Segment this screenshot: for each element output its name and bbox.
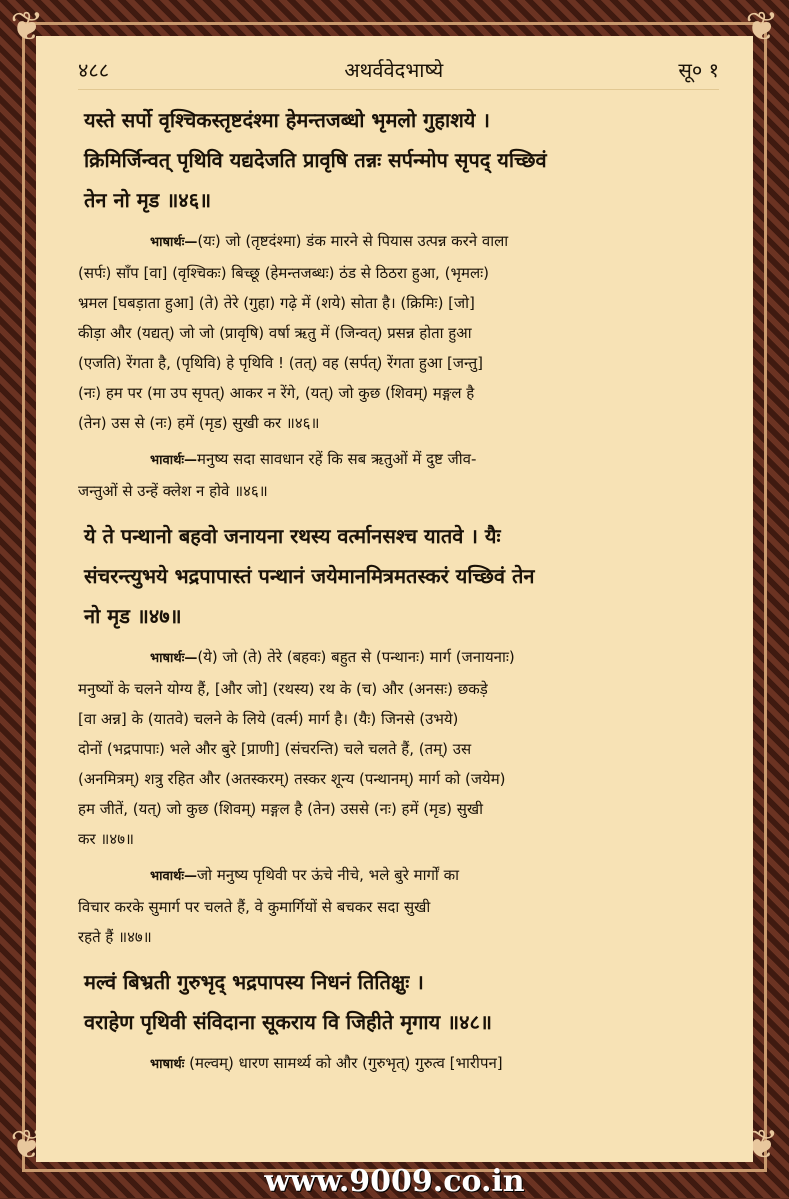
verse-line: यस्ते सर्पो वृश्चिकस्तृष्टदंश्मा हेमन्तजब्धो भृमलो गुहाशये । [84, 100, 719, 140]
bhasharth-48 [78, 1048, 719, 1080]
para-line: जन्तुओं से उन्हें क्लेश न होवे ॥४६॥ [78, 476, 719, 506]
para-line: रहते हैं ॥४७॥ [78, 922, 719, 952]
bhavarth-label: भावार्थः— [78, 869, 197, 884]
para-line: (सर्पः) साँप [वा] (वृश्चिकः) बिच्छू (हेमन्तजब्धः) ठंड से ठिठरा हुआ, (भृमलः) [78, 258, 719, 288]
para-line: कीड़ा और (यद्यत्) जो जो (प्रावृषि) वर्षा ऋतु में (जिन्वत्) प्रसन्न होता हुआ [78, 318, 719, 348]
bhavarth-46 [78, 444, 719, 506]
verse-line: तेन नो मृड ॥४६॥ [84, 180, 719, 220]
para-line: जो मनुष्य पृथिवी पर ऊंचे नीचे, भले बुरे मार्गों का [197, 866, 459, 884]
bhasharth-47 [78, 642, 719, 854]
para-line: भ्रमल [घबड़ाता हुआ] (ते) तेरे (गुहा) गढ़े में (शये) सोता है। (क्रिमिः) [जो] [78, 288, 719, 318]
para-line: (ये) जो (ते) तेरे (बहवः) बहुत से (पन्थानः) मार्ग (जनायनाः) [197, 648, 514, 666]
page-header [78, 56, 719, 90]
para-line: मनुष्य सदा सावधान रहें कि सब ऋतुओं में दुष्ट जीव- [197, 450, 476, 468]
para-line: विचार करके सुमार्ग पर चलते हैं, वे कुमार्गियों से बचकर सदा सुखी [78, 892, 719, 922]
bhasharth-46 [78, 226, 719, 438]
page-number: ४८८ [78, 56, 109, 83]
book-title: अथर्ववेदभाष्ये [109, 56, 678, 83]
verse-line: क्रिमिर्जिन्वत् पृथिवि यद्यदेजति प्रावृषि तन्नः सर्पन्मोप सृपद् यच्छिवं [84, 140, 719, 180]
para-line: कर ॥४७॥ [78, 824, 719, 854]
corner-ornament-icon: ❦ [4, 4, 50, 50]
para-line: (एजति) रेंगता है, (पृथिवि) हे पृथिवि ! (तत्) वह (सर्पत्) रेंगता हुआ [जन्तु] [78, 348, 719, 378]
verse-47 [84, 516, 719, 636]
bhavarth-47 [78, 860, 719, 952]
bhavarth-label: भावार्थः— [78, 453, 197, 468]
corner-ornament-icon: ❦ [4, 1122, 50, 1168]
website-url: www.9009.co.in [0, 1166, 789, 1198]
para-line: [वा अन्न] के (यातवे) चलने के लिये (वर्त्म) मार्ग है। (यैः) जिनसे (उभये) [78, 704, 719, 734]
para-line: हम जीतें, (यत्) जो कुछ (शिवम्) मङ्गल है (तेन) उससे (नः) हमें (मृड) सुखी [78, 794, 719, 824]
para-line: दोनों (भद्रपापाः) भले और बुरे [प्राणी] (संचरन्ति) चले चलते हैं, (तम्) उस [78, 734, 719, 764]
verse-line: मल्वं बिभ्रती गुरुभृद् भद्रपापस्य निधनं तितिक्षुः । [84, 962, 719, 1002]
scripture-page [36, 36, 753, 1162]
bhasharth-label: भाषार्थः— [78, 651, 197, 666]
bhasharth-label: भाषार्थः— [78, 235, 197, 250]
sukta-number: सू० १ [678, 56, 719, 83]
para-line: (यः) जो (तृष्टदंश्मा) डंक मारने से पियास उत्पन्न करने वाला [197, 232, 508, 250]
para-line: (तेन) उस से (नः) हमें (मृड) सुखी कर ॥४६॥ [78, 408, 719, 438]
verse-line: वराहेण पृथिवी संविदाना सूकराय वि जिहीते मृगाय ॥४८॥ [84, 1002, 719, 1042]
para-line: (अनमित्रम्) शत्रु रहित और (अतस्करम्) तस्कर शून्य (पन्थानम्) मार्ग को (जयेम) [78, 764, 719, 794]
verse-line: संचरन्त्युभये भद्रपापास्तं पन्थानं जयेमानमित्रमतस्करं यच्छिवं तेन [84, 556, 719, 596]
corner-ornament-icon: ❦ [739, 1122, 785, 1168]
para-line: (नः) हम पर (मा उप सृपत्) आकर न रेंगे, (यत्) जो कुछ (शिवम्) मङ्गल है [78, 378, 719, 408]
verse-line: नो मृड ॥४७॥ [84, 596, 719, 636]
verse-line: ये ते पन्थानो बहवो जनायना रथस्य वर्त्मानसश्च यातवे । यैः [84, 516, 719, 556]
verse-46 [84, 100, 719, 220]
verse-48 [84, 962, 719, 1042]
para-line: मनुष्यों के चलने योग्य हैं, [और जो] (रथस्य) रथ के (च) और (अनसः) छकड़े [78, 674, 719, 704]
corner-ornament-icon: ❦ [739, 4, 785, 50]
para-line: (मल्वम्) धारण सामर्थ्य को और (गुरुभृत्) गुरुत्व [भारीपन] [189, 1054, 503, 1072]
bhasharth-label: भाषार्थः [78, 1057, 184, 1072]
